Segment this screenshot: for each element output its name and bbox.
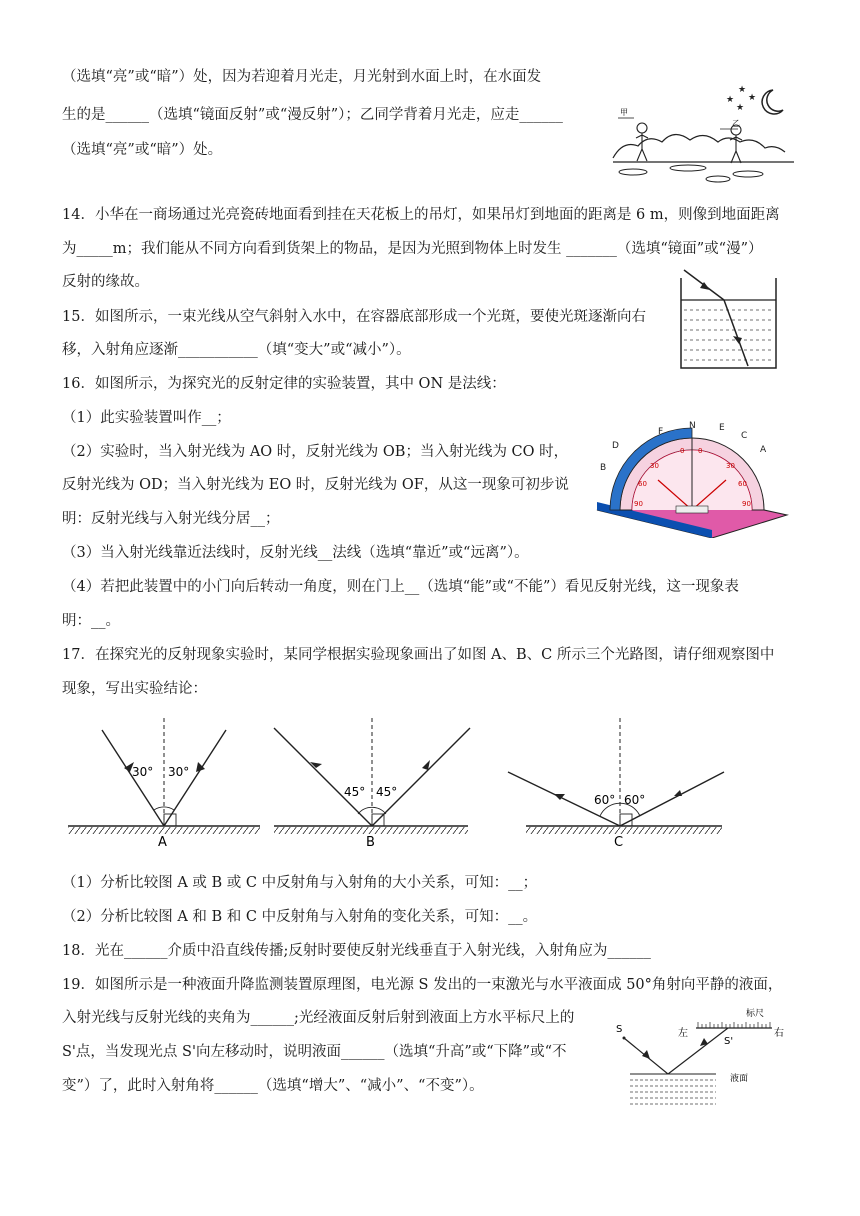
angle-label: 60°	[594, 793, 616, 807]
device-letter: N	[689, 421, 696, 431]
device-tick: 30	[726, 462, 735, 470]
text-line: （选填“亮”或“暗”）处，因为若迎着月光走，月光射到水面上时，在水面发	[62, 69, 542, 85]
text-line: 反射光线为 OD；当入射光线为 EO 时，反射光线为 OF，从这一现象可初步说	[62, 477, 569, 493]
reflection-device-figure	[592, 420, 792, 538]
text-line: 生的是______（选填“镜面反射”或“漫反射”）；乙同学背着月光走，应走______	[62, 107, 563, 123]
text-line: 明：__。	[62, 613, 120, 629]
text-line: 变”）了，此时入射角将______（选填“增大”、“减小”、“不变”）。	[62, 1078, 484, 1094]
device-tick: 60	[738, 480, 747, 488]
diagram-label: C	[614, 835, 624, 850]
device-tick: 60	[638, 480, 647, 488]
device-letter: C	[741, 431, 748, 441]
water-container-figure	[676, 268, 780, 372]
diagram-label: B	[366, 835, 375, 850]
ruler-label: 标尺	[746, 1009, 765, 1019]
question-15: 15．如图所示，一束光线从空气斜射入水中，在容器底部形成一个光斑，要使光斑逐渐向右	[62, 309, 646, 325]
text-line: （3）当入射光线靠近法线时，反射光线__法线（选填“靠近”或“远离”）。	[62, 545, 529, 561]
spot-label: S'	[724, 1036, 734, 1047]
text-line: （选填“亮”或“暗”）处。	[62, 142, 223, 158]
liquid-label: 液面	[730, 1074, 749, 1084]
text-line: （1）此实验装置叫作__；	[62, 410, 231, 426]
device-letter: A	[760, 445, 767, 455]
source-label: S	[616, 1024, 623, 1035]
question-18: 18．光在______介质中沿直线传播;反射时要使反射光线垂直于入射光线，入射角应为______	[62, 943, 651, 959]
text-line: 入射光线与反射光线的夹角为______;光经液面反射后射到液面上方水平标尺上的	[62, 1010, 575, 1026]
angle-label: 45°	[376, 785, 398, 799]
moonlight-walk-figure	[608, 82, 798, 186]
diagram-c	[508, 718, 724, 850]
angle-label: 30°	[168, 765, 190, 779]
liquid-level-figure	[612, 1004, 790, 1108]
question-16: 16．如图所示，为探究光的反射定律的实验装置，其中 ON 是法线：	[62, 376, 506, 392]
device-letter: D	[612, 441, 619, 451]
diagram-a	[68, 718, 260, 850]
text-line: （4）若把此装置中的小门向后转动一角度，则在门上__（选填“能”或“不能”）看见反射光线，这一现象表	[62, 579, 739, 595]
device-letter: F	[658, 427, 664, 437]
text-line: 明：反射光线与入射光线分居__；	[62, 511, 280, 527]
right-label: 右	[774, 1028, 784, 1039]
text-line: （2）实验时，当入射光线为 AO 时，反射光线为 OB；当入射光线为 CO 时，	[62, 444, 569, 460]
text-line: （2）分析比较图 A 和 B 和 C 中反射角与入射角的变化关系，可知：__。	[62, 909, 538, 925]
device-letter: E	[719, 423, 725, 433]
question-19: 19．如图所示是一种液面升降监测装置原理图，电光源 S 发出的一束激光与水平液面成 50°角射向平静的液面，	[62, 977, 783, 993]
left-label: 左	[678, 1028, 688, 1039]
angle-label: 60°	[624, 793, 646, 807]
label-jia: 甲	[620, 108, 628, 117]
device-tick: 0	[680, 447, 685, 455]
device-tick: 90	[634, 500, 643, 508]
text-line: S'点，当发现光点 S'向左移动时，说明液面______（选填“升高”或“下降”或“不	[62, 1044, 567, 1060]
angle-label: 30°	[132, 765, 154, 779]
diagram-label: A	[158, 835, 167, 850]
text-line: 现象，写出实验结论：	[62, 681, 207, 697]
angle-label: 45°	[344, 785, 366, 799]
device-tick: 0	[698, 447, 703, 455]
text-line: 移，入射角应逐渐___________（填“变大”或“减小”）。	[62, 342, 411, 358]
text-line: 反射的缘故。	[62, 274, 149, 290]
text-line: 为_____m；我们能从不同方向看到货架上的物品，是因为光照到物体上时发生 _______（选填“镜面”或“漫”）	[62, 241, 763, 257]
svg-text:★: ★	[748, 93, 757, 103]
device-letter: B	[600, 463, 607, 473]
reflection-abc-figure	[60, 710, 740, 855]
diagram-b	[274, 718, 470, 850]
device-tick: 30	[650, 462, 659, 470]
svg-text:★: ★	[736, 103, 745, 113]
label-yi: 乙	[732, 119, 740, 128]
text-line: （1）分析比较图 A 或 B 或 C 中反射角与入射角的大小关系，可知：__；	[62, 875, 538, 891]
device-tick: 90	[742, 500, 751, 508]
question-17: 17．在探究光的反射现象实验时，某同学根据实验现象画出了如图 A、B、C 所示三个光路图，请仔细观察图中	[62, 647, 775, 663]
svg-text:★: ★	[726, 95, 735, 105]
question-14: 14．小华在一商场通过光亮瓷砖地面看到挂在天花板上的吊灯，如果吊灯到地面的距离是 6 m，则像到地面距离	[62, 207, 780, 223]
svg-text:★: ★	[738, 85, 747, 95]
